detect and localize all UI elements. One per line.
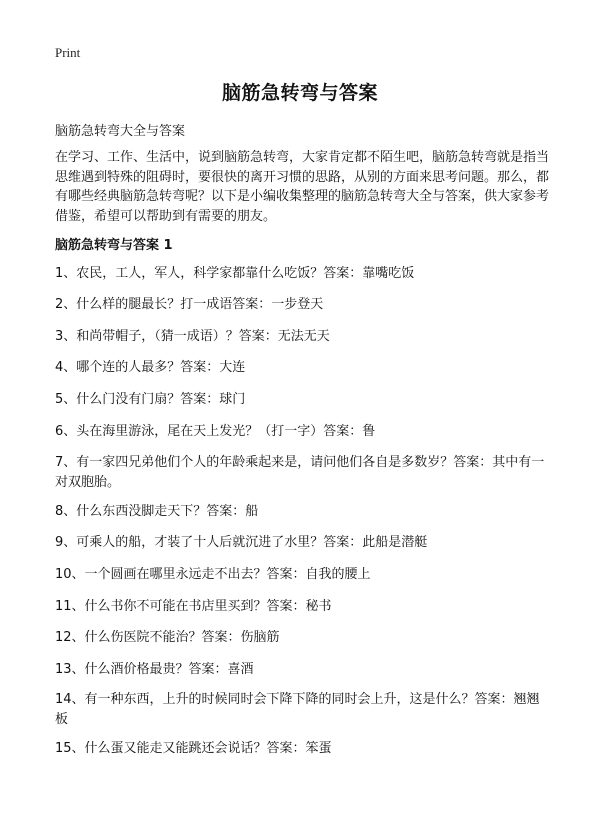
qa-item: 11、什么书你不可能在书店里买到？答案：秘书: [55, 599, 332, 614]
subtitle: 脑筋急转弯大全与答案: [55, 124, 186, 139]
qa-item: 4、哪个连的人最多？答案：大连: [55, 360, 246, 375]
qa-item: 6、头在海里游泳，尾在天上发光？（打一字）答案：鲁: [55, 424, 376, 439]
qa-item: 15、什么蛋又能走又能跳还会说话？答案：笨蛋: [55, 741, 332, 756]
qa-item: 10、一个圆画在哪里永远走不出去？答案：自我的腰上: [55, 567, 371, 582]
qa-item: 2、什么样的腿最长？打一成语答案：一步登天: [55, 297, 324, 312]
page-title: 脑筋急转弯与答案: [221, 82, 378, 104]
intro-paragraph: 在学习、工作、生活中，说到脑筋急转弯，大家肯定都不陌生吧，脑筋急转弯就是指当思维遇到特殊的阻碍时，要很快的离开习惯的思路，从别的方面来思考问题。那么，都有哪些经典脑筋急转弯呢？以下是小编收集整理的脑筋急转弯大全与答案，供大家参考借鉴，希望可以帮助到有需要的朋友。: [55, 150, 550, 224]
qa-item: 7、有一家四兄弟他们个人的年龄乘起来是，请问他们各自是多数岁？答案：其中有一对双胞胎。: [55, 455, 545, 490]
section-heading: 脑筋急转弯与答案 1: [55, 238, 173, 253]
qa-item: 12、什么伤医院不能治？答案：伤脑筋: [55, 630, 280, 645]
qa-item: 13、什么酒价格最贵？答案：喜酒: [55, 662, 254, 677]
qa-item: 3、和尚带帽子，（猜一成语）？答案：无法无天: [55, 329, 330, 344]
print-link[interactable]: Print: [55, 45, 81, 60]
qa-item: 9、可乘人的船，才装了十人后就沉进了水里？答案：此船是潜艇: [55, 535, 428, 550]
qa-item: 14、有一种东西，上升的时候同时会下降下降的同时会上升，这是什么？答案：翘翘板: [55, 692, 540, 727]
qa-item: 1、农民，工人，军人，科学家都靠什么吃饭？答案：靠嘴吃饭: [55, 266, 415, 281]
qa-item: 8、什么东西没脚走天下？答案：船: [55, 504, 259, 519]
qa-item: 5、什么门没有门扇？答案：球门: [55, 392, 246, 407]
